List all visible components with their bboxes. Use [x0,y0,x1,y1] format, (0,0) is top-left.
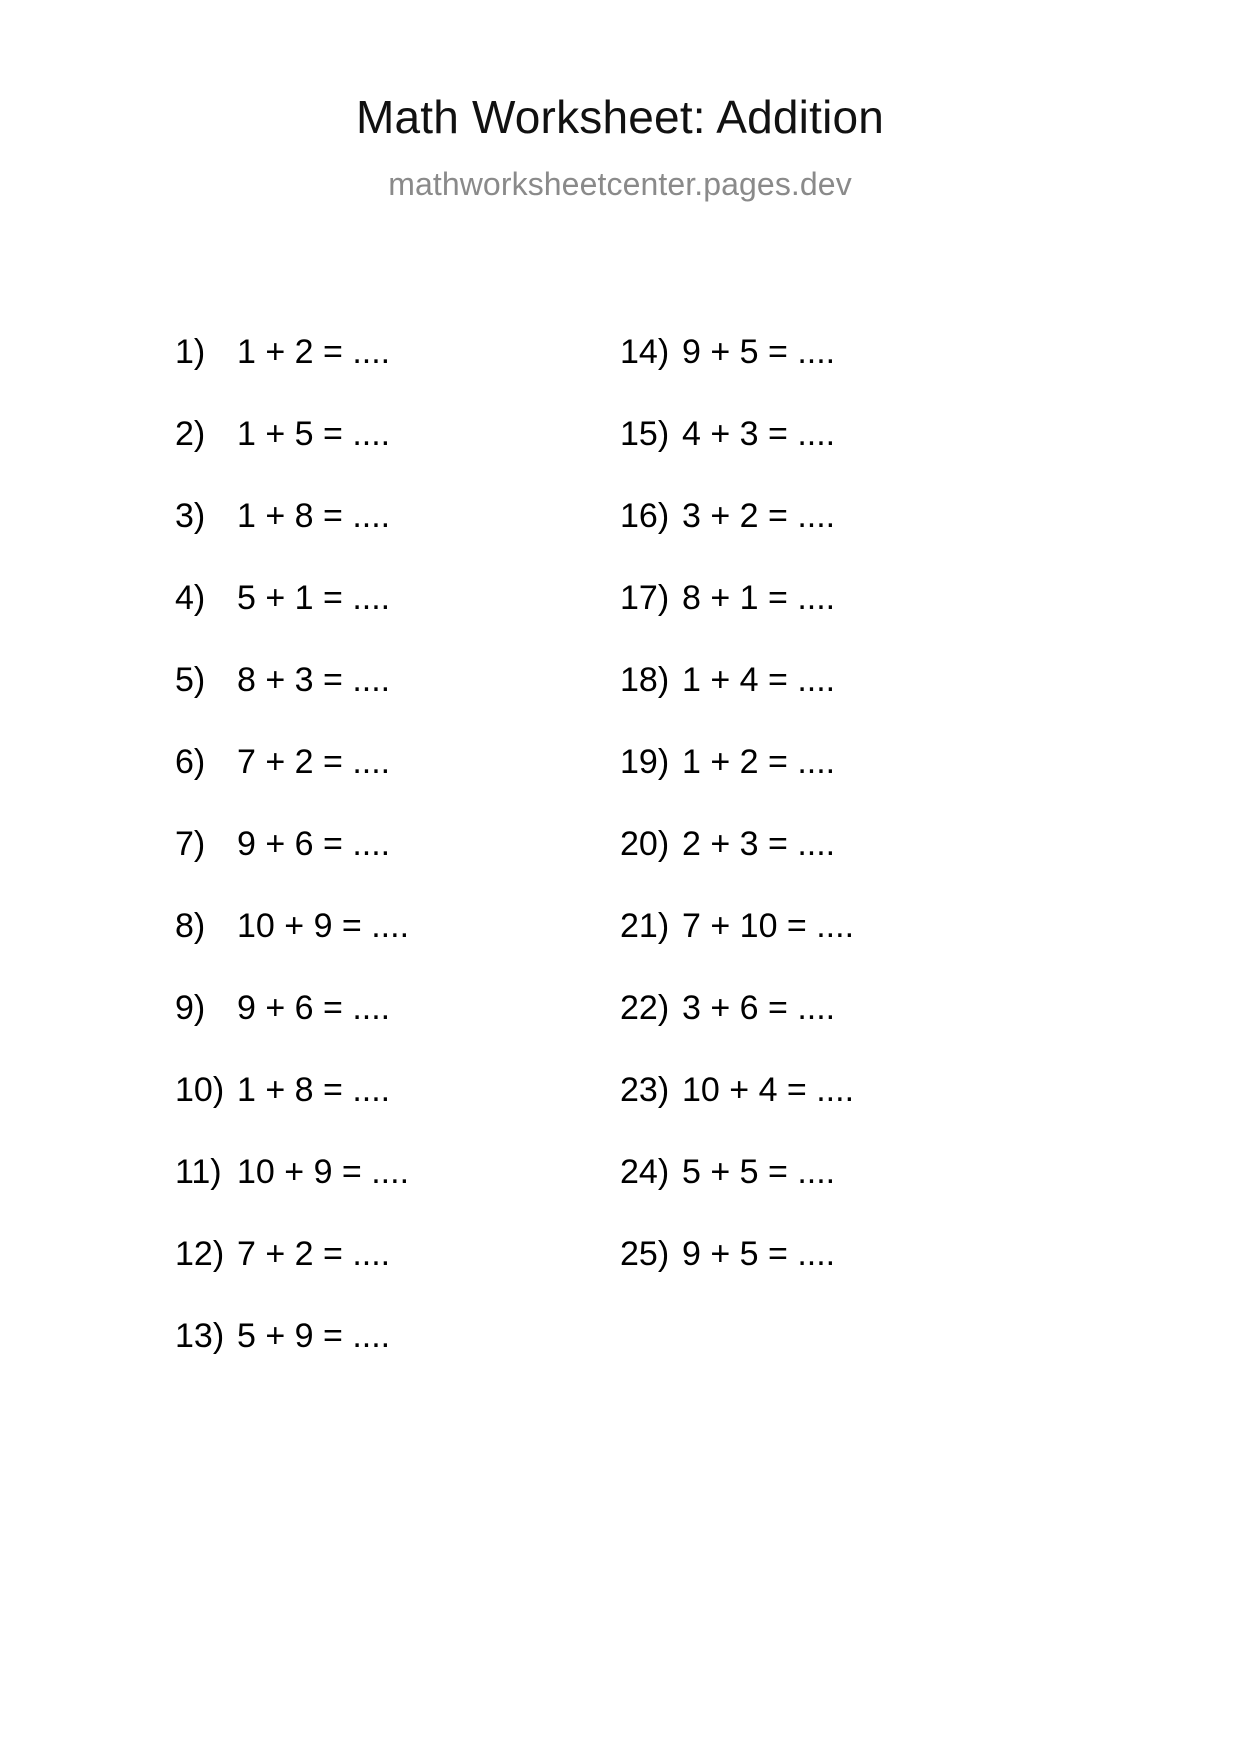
problem-item [620,803,1040,885]
problem-number: 21) [620,907,670,945]
problem-expression: 5 + 1 = .... [237,579,391,617]
problem-expression: 1 + 8 = .... [237,1071,391,1109]
problem-item [175,557,620,639]
problem-item [620,1131,1040,1213]
problem-item [175,639,620,721]
problem-item [175,1295,620,1377]
problem-expression: 5 + 5 = .... [682,1153,836,1191]
problem-expression: 8 + 3 = .... [237,661,391,699]
problem-expression: 9 + 5 = .... [682,1235,836,1273]
problem-expression: 8 + 1 = .... [682,579,836,617]
problem-number: 25) [620,1235,670,1273]
problem-expression: 1 + 2 = .... [682,743,836,781]
site-subtitle: mathworksheetcenter.pages.dev [388,166,852,202]
problem-column-left [175,311,620,1377]
problem-expression: 10 + 9 = .... [237,1153,410,1191]
problem-number: 20) [620,825,670,863]
problem-item [175,1213,620,1295]
problem-expression: 9 + 5 = .... [682,333,836,371]
problem-number: 19) [620,743,670,781]
problem-number: 11) [175,1153,222,1191]
problem-expression: 3 + 6 = .... [682,989,836,1027]
problem-expression: 1 + 4 = .... [682,661,836,699]
problem-number: 5) [175,661,206,699]
problem-item [175,311,620,393]
problem-number: 3) [175,497,206,535]
problem-item [175,721,620,803]
problem-expression: 10 + 9 = .... [237,907,410,945]
problem-number: 10) [175,1071,225,1109]
problem-item [175,967,620,1049]
problem-item [620,885,1040,967]
problem-item [620,557,1040,639]
problem-expression: 1 + 8 = .... [237,497,391,535]
problem-number: 22) [620,989,670,1027]
problem-item [175,1131,620,1213]
problem-item [620,1213,1040,1295]
problem-number: 8) [175,907,206,945]
problem-expression: 4 + 3 = .... [682,415,836,453]
problem-expression: 5 + 9 = .... [237,1317,391,1355]
problem-expression: 3 + 2 = .... [682,497,836,535]
problem-item [620,639,1040,721]
problem-number: 2) [175,415,206,453]
problem-item [620,475,1040,557]
problem-number: 14) [620,333,670,371]
problem-number: 17) [620,579,670,617]
problem-number: 16) [620,497,670,535]
problem-expression: 7 + 2 = .... [237,743,391,781]
problem-item [620,311,1040,393]
problem-expression: 7 + 2 = .... [237,1235,391,1273]
page-title: Math Worksheet: Addition [355,91,885,143]
problem-number: 9) [175,989,206,1027]
problem-expression: 9 + 6 = .... [237,989,391,1027]
problem-number: 13) [175,1317,225,1355]
problem-number: 12) [175,1235,225,1273]
problem-number: 4) [175,579,206,617]
problem-item [175,475,620,557]
problem-number: 15) [620,415,670,453]
problem-expression: 7 + 10 = .... [682,907,855,945]
problem-item [620,393,1040,475]
problem-list [0,311,1240,1377]
problem-number: 6) [175,743,206,781]
problem-item [620,967,1040,1049]
problem-number: 23) [620,1071,670,1109]
problem-item [175,885,620,967]
problem-number: 7) [175,825,206,863]
problem-number: 18) [620,661,670,699]
problem-expression: 2 + 3 = .... [682,825,836,863]
problem-item [175,393,620,475]
problem-item [175,803,620,885]
problem-expression: 10 + 4 = .... [682,1071,855,1109]
problem-item [175,1049,620,1131]
problem-column-right [620,311,1040,1377]
problem-expression: 1 + 2 = .... [237,333,391,371]
problem-number: 1) [175,333,206,371]
problem-item [620,721,1040,803]
problem-item [620,1049,1040,1131]
problem-expression: 9 + 6 = .... [237,825,391,863]
problem-expression: 1 + 5 = .... [237,415,391,453]
problem-number: 24) [620,1153,670,1191]
